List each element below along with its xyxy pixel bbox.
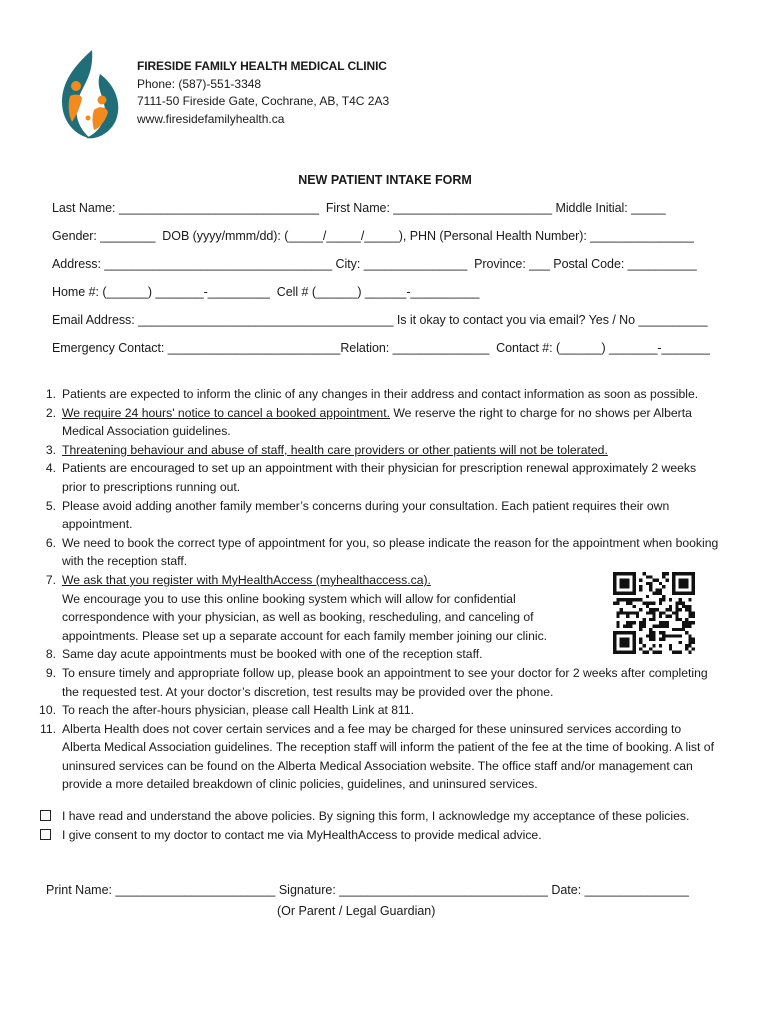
clinic-logo-icon [52,48,126,140]
phone-fields[interactable]: Home #: (______) _______-_________ Cell # (______) ______-__________ [52,285,480,299]
email-fields[interactable]: Email Address: _____________________________________ Is it okay to contact you via email? Yes / No __________ [52,313,708,327]
myhealthaccess-link[interactable]: We ask that you register with MyHealthAccess (myhealthaccess.ca). [62,572,431,587]
ack-consent: I give consent to my doctor to contact me via MyHealthAccess to provide medical advice. [40,828,542,842]
policy-item: 4. Patients are encouraged to set up an appointment with their physician for prescription renewal approximately 2 weeks prior to prescriptions running out. [45,461,697,494]
emergency-contact-fields[interactable]: Emergency Contact: _________________________Relation: ______________ Contact #: (______) _______-_______ [52,341,710,355]
clinic-header [137,58,389,128]
policy-item: 11. Alberta Health does not cover certain services and a fee may be charged for these uninsured services according to Alberta Medical Association guidelines. The reception staff will inform the patient of the fee at the time of booking. A list of uninsured services can be found on the Alberta Medical Association website. The office staff and/or management can provide a more detailed breakdown of clinic policies, guidelines, and uninsured services. [39,721,714,792]
policy-item: 2. We require 24 hours' notice to cancel a booked appointment. We reserve the right to charge for no shows per Alberta Medical Association guidelines. [45,405,692,439]
policies-checkbox[interactable] [40,810,51,821]
policy-item: 5. Please avoid adding another family member’s concerns during your consultation. Each patient requires their own appointment. [45,498,670,532]
policy-item: 3. Threatening behaviour and abuse of staff, health care providers or other patients will not be tolerated. [45,442,608,457]
policy-item: 9. To ensure timely and appropriate follow up, please book an appointment to see your doctor for 2 weeks after completing the requested test. At your doctor’s discretion, test results may be provided over the phone. [45,665,708,699]
policy-item: 7. We ask that you register with MyHealthAccess (myhealthaccess.ca). We encourage you to use this online booking system which will allow for confidential correspondence with your physician, as well as booking, rescheduling, and canceling of appointments. Please set up a separate account for each family member joining our clinic. [45,572,548,643]
clinic-address: 7111-50 Fireside Gate, Cochrane, AB, T4C 2A3 [137,94,390,108]
ack-policies: I have read and understand the above policies. By signing this form, I acknowledge my acceptance of these policies. [40,809,689,823]
clinic-phone: Phone: (587)-551-3348 [137,76,262,91]
consent-checkbox[interactable] [40,829,51,840]
policy-item: 1. Patients are expected to inform the clinic of any changes in their address and contact information as soon as possible. [45,387,699,401]
signature-line[interactable]: Print Name: _______________________ Signature: ______________________________ Date: _______________ [46,883,689,897]
address-fields[interactable]: Address: _________________________________ City: _______________ Province: ___ Postal Code: __________ [52,257,697,271]
guardian-note: (Or Parent / Legal Guardian) [277,904,436,918]
policy-item: 8. Same day acute appointments must be booked with one of the reception staff. [45,647,483,662]
name-fields[interactable]: Last Name: _____________________________ First Name: _______________________ Middle Initial: _____ [52,201,666,215]
gender-dob-phn-fields[interactable]: Gender: ________ DOB (yyyy/mmm/dd): (_____/_____/_____), PHN (Personal Health Number): _______________ [52,229,694,243]
form-title: NEW PATIENT INTAKE FORM [298,173,472,187]
clinic-name: FIRESIDE FAMILY HEALTH MEDICAL CLINIC [137,59,387,73]
qr-code-icon [613,572,695,654]
clinic-website[interactable]: www.firesidefamilyhealth.ca [137,111,285,126]
policy-item: 6. We need to book the correct type of appointment for you, so please indicate the reason for the appointment when booking with the reception staff. [45,535,719,569]
policy-item: 10. To reach the after-hours physician, please call Health Link at 811. [39,703,415,718]
